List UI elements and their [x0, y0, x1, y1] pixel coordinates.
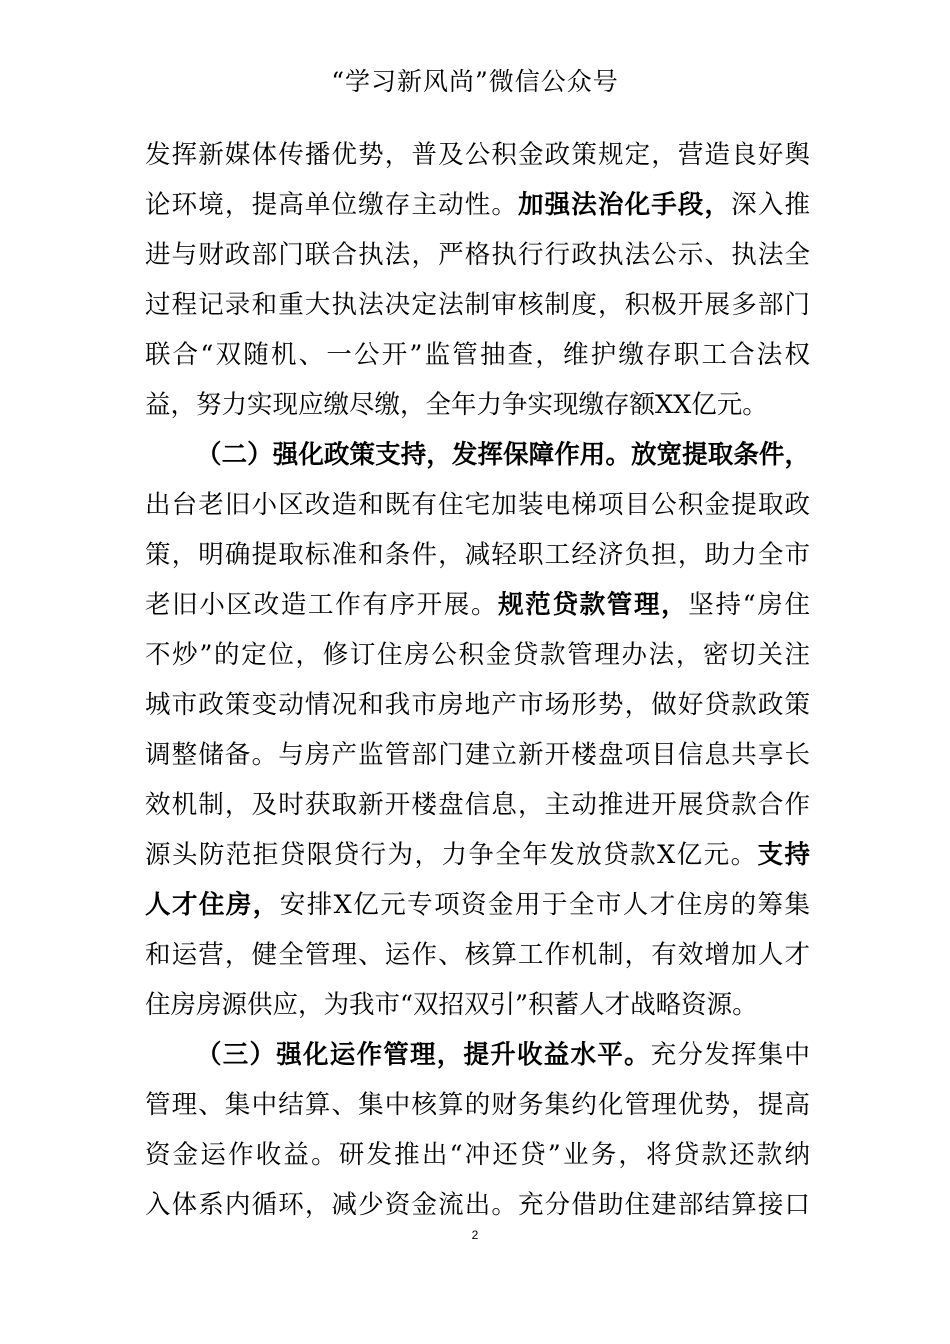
paragraph-3-line-3 [145, 1130, 810, 1180]
paragraph-1-line-3 [145, 230, 810, 280]
text-run: 论环境，提高单位缴存主动性。 [145, 190, 519, 220]
paragraph-2-line-6 [145, 680, 810, 730]
text-run: 住房房源供应，为我市“双招双引”积蓄人才战略资源。 [145, 990, 758, 1020]
paragraph-1-line-5 [145, 330, 810, 380]
text-run: 资金运作收益。研发推出“冲还贷”业务，将贷款还款纳 [145, 1140, 810, 1170]
text-run: 城市政策变动情况和我市房地产市场形势，做好贷款政策 [145, 690, 810, 720]
text-run: 调整储备。与房产监管部门建立新开楼盘项目信息共享长 [145, 740, 810, 770]
paragraph-2-line-11 [145, 930, 810, 980]
text-run: 安排X亿元专项资金用于全市人才住房的筹集 [279, 890, 810, 920]
bold-text-run: 加强法治化手段， [518, 190, 732, 220]
paragraph-2-line-10 [145, 880, 810, 930]
paragraph-3-line-4 [145, 1180, 810, 1230]
bold-text-run: 人才住房， [145, 890, 280, 920]
text-run: 老旧小区改造工作有序开展。 [145, 590, 499, 620]
text-run: 源头防范拒贷限贷行为，力争全年发放贷款X亿元。 [145, 840, 758, 870]
text-run: 策，明确提取标准和条件，减轻职工经济负担，助力全市 [145, 540, 810, 570]
bold-text-run: 规范贷款管理， [498, 590, 689, 620]
text-run: 出台老旧小区改造和既有住宅加装电梯项目公积金提取政 [145, 490, 810, 520]
text-run: 入体系内循环，减少资金流出。充分借助住建部结算接口 [145, 1190, 810, 1220]
page-number: 2 [471, 1228, 479, 1242]
bold-text-run: （三）强化运作管理，提升收益水平。 [196, 1040, 651, 1070]
text-run: 充分发挥集中 [650, 1040, 810, 1070]
paragraph-1-line-1 [145, 130, 810, 180]
text-run: 管理、集中结算、集中核算的财务集约化管理优势，提高 [145, 1090, 810, 1120]
paragraph-3-line-1 [145, 1030, 810, 1080]
text-run: 效机制，及时获取新开楼盘信息，主动推进开展贷款合作 [145, 790, 810, 820]
paragraph-3-line-2 [145, 1080, 810, 1130]
paragraph-2-line-12 [145, 980, 810, 1030]
paragraph-2-line-5 [145, 630, 810, 680]
paragraph-2-line-1 [145, 430, 810, 480]
paragraph-1-line-6 [145, 380, 810, 430]
text-run: 过程记录和重大执法决定法制审核制度，积极开展多部门 [145, 290, 810, 320]
text-run: 坚持“房住 [688, 590, 810, 620]
document-body [145, 130, 810, 1230]
paragraph-2-line-8 [145, 780, 810, 830]
text-run: 深入推 [731, 190, 810, 220]
page-header: “学习新风尚”微信公众号 [331, 67, 619, 96]
paragraph-2-line-3 [145, 530, 810, 580]
paragraph-1-line-4 [145, 280, 810, 330]
paragraph-2-line-7 [145, 730, 810, 780]
text-run: 联合“双随机、一公开”监管抽查，维护缴存职工合法权 [145, 340, 810, 370]
bold-text-run: 支持 [757, 840, 810, 870]
paragraph-1-line-2 [145, 180, 810, 230]
text-run: 益，努力实现应缴尽缴，全年力争实现缴存额XX亿元。 [145, 390, 768, 420]
text-run: 发挥新媒体传播优势，普及公积金政策规定，营造良好舆 [145, 140, 810, 170]
text-run: 进与财政部门联合执法，严格执行行政执法公示、执法全 [145, 240, 810, 270]
text-run: 和运营，健全管理、运作、核算工作机制，有效增加人才 [145, 940, 810, 970]
bold-text-run: （二）强化政策支持，发挥保障作用。放宽提取条件， [196, 440, 810, 470]
text-run: 不炒”的定位，修订住房公积金贷款管理办法，密切关注 [145, 640, 810, 670]
paragraph-2-line-2 [145, 480, 810, 530]
paragraph-2-line-9 [145, 830, 810, 880]
paragraph-2-line-4 [145, 580, 810, 630]
